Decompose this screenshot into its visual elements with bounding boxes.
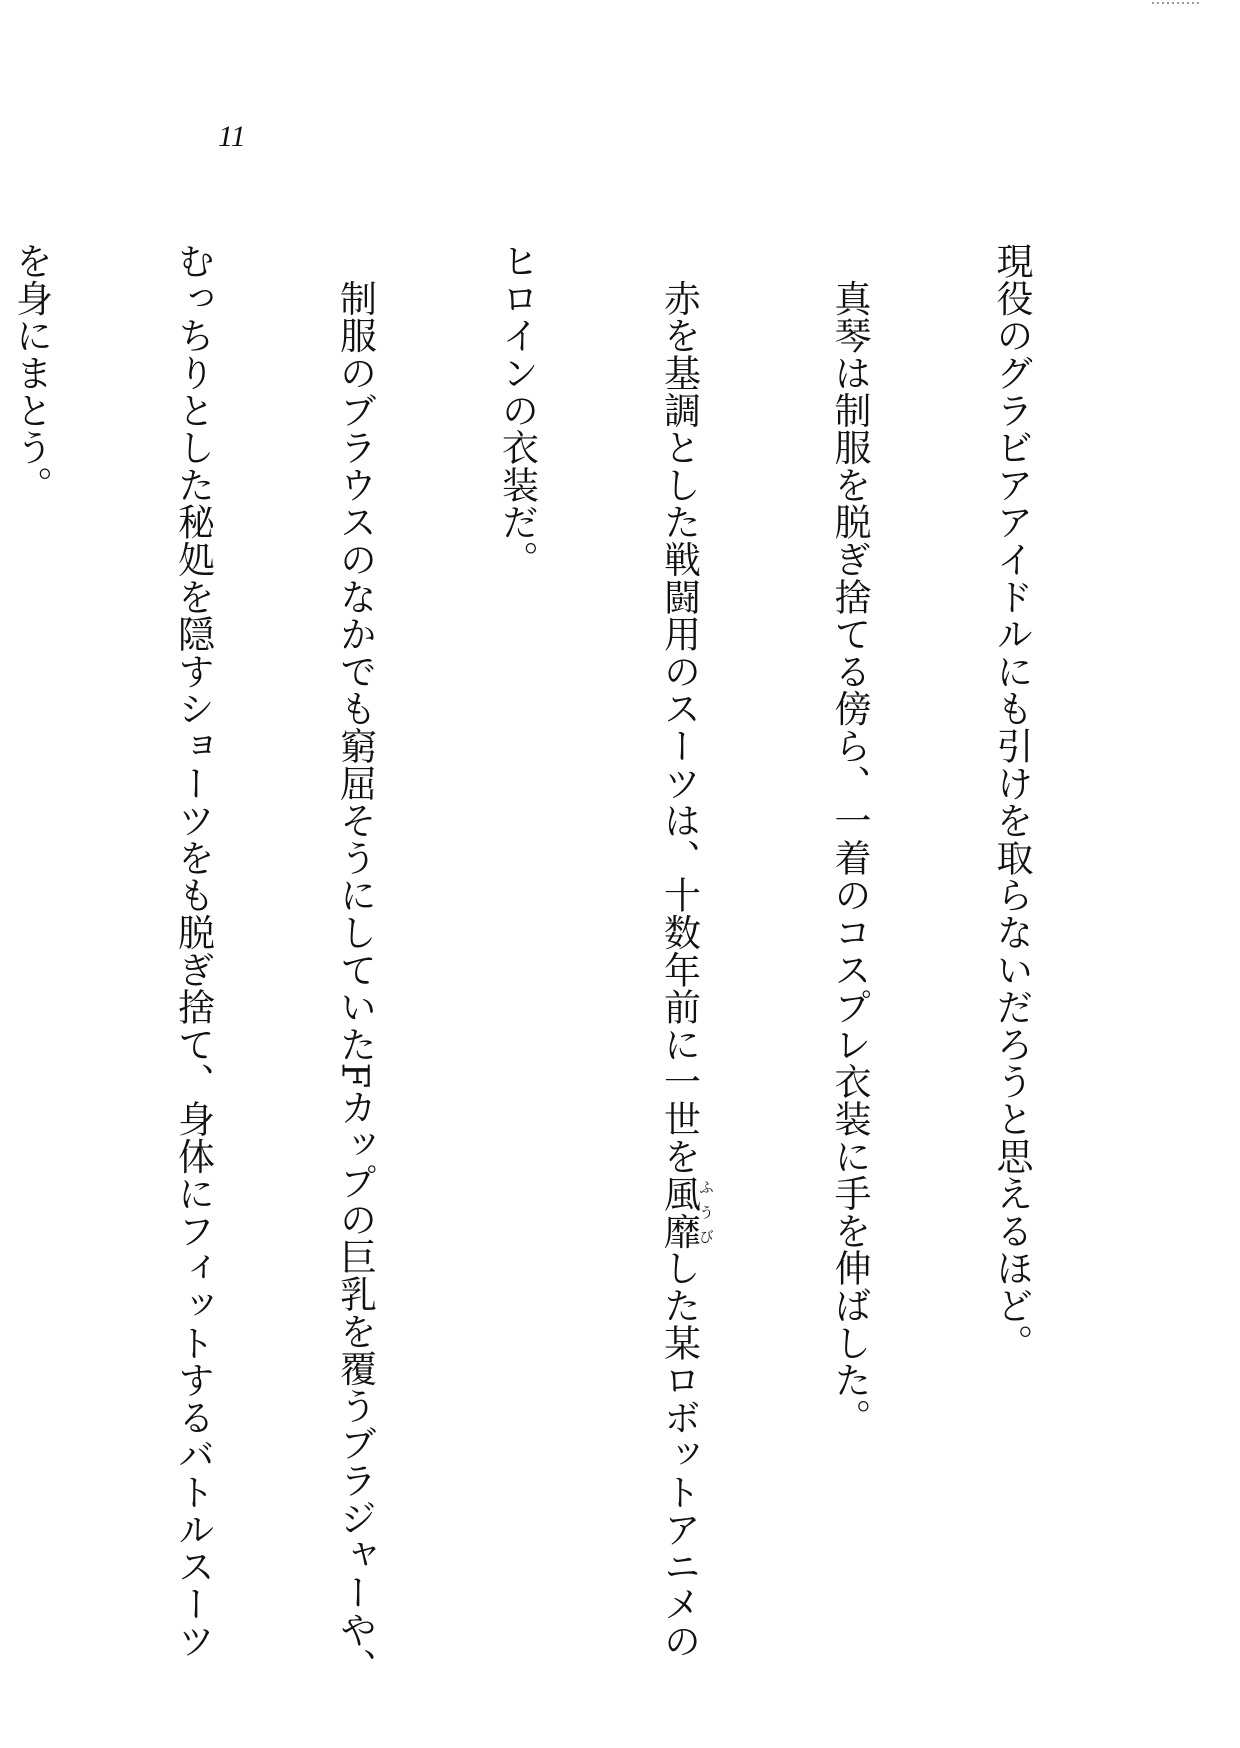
ruby-base: 風靡 (657, 1174, 701, 1250)
text-line-3-end: した某ロボットアニメの (657, 1249, 701, 1660)
scan-edge-mark (1152, 2, 1200, 4)
ruby-word (657, 1174, 715, 1250)
text-line-3 (652, 242, 715, 1660)
text-line-1: 現役のグラビアアイドルにも引けを取らないだろうと思えるほど。 (990, 242, 1033, 1361)
ruby-reading: ふうび (697, 1174, 715, 1250)
vertical-body-text (9, 242, 1146, 1686)
text-line-2: 真琴は制服を脱ぎ捨てる傍ら、一着のコスプレ衣装に手を伸ばした。 (828, 242, 871, 1436)
text-line-3-start: 赤を基調とした戦闘用のスーツは、十数年前に一世を (657, 242, 701, 1175)
text-line-4: ヒロインの衣装だ。 (495, 242, 539, 578)
text-line-5: 制服のブラウスのなかでも窮屈そうにしていたFカップの巨乳を覆うブラジャーや、 (333, 242, 377, 1686)
page-number: 11 (218, 120, 246, 153)
text-line-6: むっちりとした秘処を隠すショーツをも脱ぎ捨て、身体にフィットするバトルスーツ (171, 242, 215, 1660)
text-line-7: を身にまとう。 (9, 242, 53, 504)
